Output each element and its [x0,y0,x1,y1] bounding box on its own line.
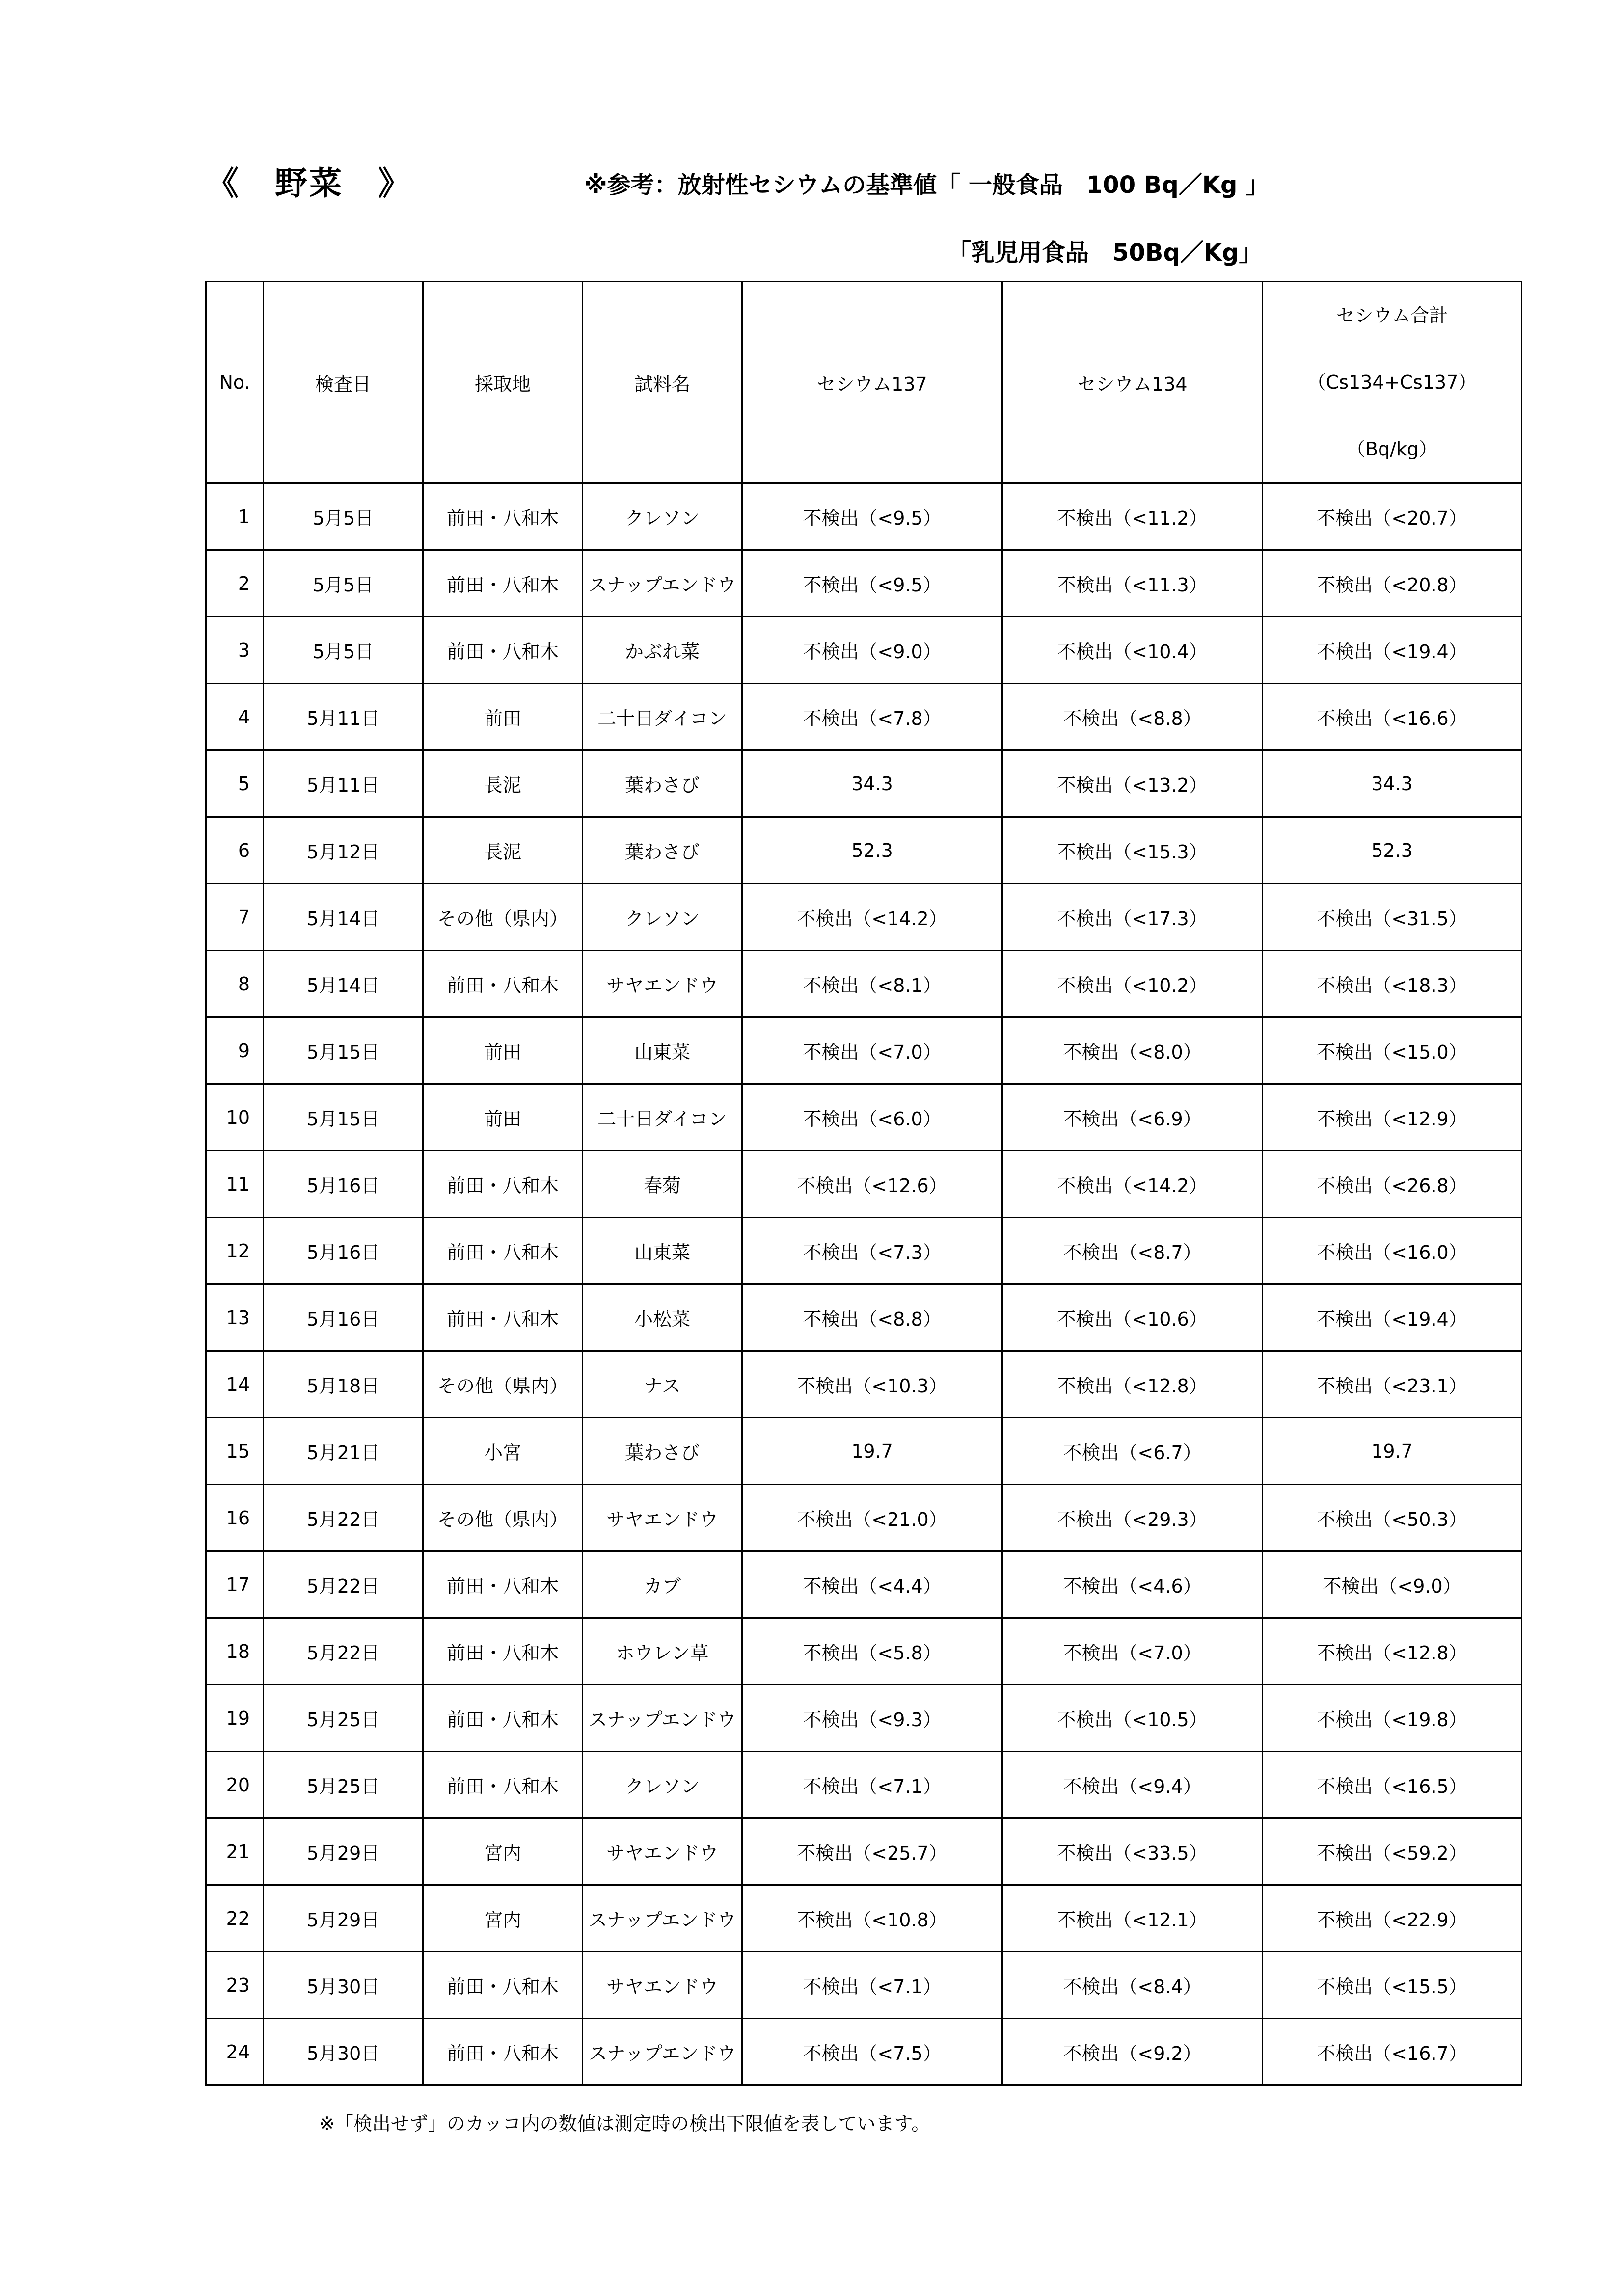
cell-cs134: 不検出（<29.3） [1002,1485,1263,1551]
cell-sample: クレソン [583,483,742,550]
cell-no: 22 [206,1885,264,1952]
cell-date: 5月30日 [264,2019,423,2085]
header-cs137: セシウム137 [742,282,1002,483]
table-row [206,1084,1522,1151]
table-row [206,1218,1522,1284]
cell-sample: 葉わさび [583,750,742,817]
cell-cs134: 不検出（<9.2） [1002,2019,1263,2085]
cell-total: 不検出（<59.2） [1263,1818,1522,1885]
cell-date: 5月11日 [264,750,423,817]
cell-sample: クレソン [583,1752,742,1818]
cell-location: 前田・八和木 [423,550,583,617]
cell-total: 不検出（<23.1） [1263,1351,1522,1418]
cell-date: 5月14日 [264,951,423,1017]
cell-cs137: 不検出（<25.7） [742,1818,1002,1885]
cell-cs137: 不検出（<7.8） [742,684,1002,750]
cell-no: 6 [206,817,264,884]
cell-location: 前田・八和木 [423,483,583,550]
cell-sample: クレソン [583,884,742,951]
table-row [206,1017,1522,1084]
table-row [206,684,1522,750]
cell-sample: サヤエンドウ [583,1485,742,1551]
cell-date: 5月16日 [264,1284,423,1351]
header-total-line3: （Bq/kg） [1346,438,1438,460]
cell-cs134: 不検出（<12.1） [1002,1885,1263,1952]
cell-date: 5月25日 [264,1752,423,1818]
cell-cs137: 不検出（<5.8） [742,1618,1002,1685]
cell-cs134: 不検出（<10.6） [1002,1284,1263,1351]
cell-sample: サヤエンドウ [583,1818,742,1885]
cell-no: 3 [206,617,264,684]
cell-cs137: 不検出（<7.5） [742,2019,1002,2085]
cell-no: 1 [206,483,264,550]
cell-cs137: 不検出（<10.8） [742,1885,1002,1952]
cell-cs134: 不検出（<10.2） [1002,951,1263,1017]
table-row [206,1685,1522,1752]
results-table [205,281,1522,2086]
cell-cs134: 不検出（<8.7） [1002,1218,1263,1284]
cell-no: 19 [206,1685,264,1752]
reference-standard-general: ※参考：放射性セシウムの基準値「 一般食品 100 Bq／Kg 」 [584,171,1270,199]
table-row [206,2019,1522,2085]
cell-total: 不検出（<16.5） [1263,1752,1522,1818]
table-row [206,1885,1522,1952]
cell-total: 不検出（<9.0） [1263,1551,1522,1618]
table-row [206,1351,1522,1418]
cell-no: 21 [206,1818,264,1885]
cell-cs134: 不検出（<7.0） [1002,1618,1263,1685]
cell-total: 不検出（<18.3） [1263,951,1522,1017]
cell-location: その他（県内） [423,884,583,951]
table-row [206,1551,1522,1618]
cell-location: その他（県内） [423,1485,583,1551]
cell-date: 5月11日 [264,684,423,750]
cell-location: 前田・八和木 [423,1618,583,1685]
table-row [206,617,1522,684]
cell-date: 5月22日 [264,1551,423,1618]
cell-location: 前田・八和木 [423,1685,583,1752]
cell-cs134: 不検出（<10.4） [1002,617,1263,684]
table-row [206,951,1522,1017]
cell-cs137: 不検出（<8.1） [742,951,1002,1017]
table-row [206,1485,1522,1551]
cell-no: 5 [206,750,264,817]
cell-total: 不検出（<19.4） [1263,1284,1522,1351]
cell-no: 24 [206,2019,264,2085]
header-location: 採取地 [423,282,583,483]
cell-cs137: 不検出（<10.3） [742,1351,1002,1418]
cell-date: 5月22日 [264,1618,423,1685]
cell-no: 4 [206,684,264,750]
cell-date: 5月5日 [264,617,423,684]
cell-no: 12 [206,1218,264,1284]
cell-location: 前田・八和木 [423,1218,583,1284]
cell-total: 不検出（<19.8） [1263,1685,1522,1752]
cell-total: 不検出（<19.4） [1263,617,1522,684]
cell-cs137: 不検出（<7.3） [742,1218,1002,1284]
cell-cs137: 不検出（<4.4） [742,1551,1002,1618]
table-row [206,483,1522,550]
cell-cs137: 不検出（<7.1） [742,1952,1002,2019]
cell-sample: 葉わさび [583,817,742,884]
cell-cs137: 不検出（<8.8） [742,1284,1002,1351]
cell-sample: 小松菜 [583,1284,742,1351]
cell-date: 5月15日 [264,1084,423,1151]
cell-location: 長泥 [423,750,583,817]
cell-sample: スナップエンドウ [583,550,742,617]
cell-no: 23 [206,1952,264,2019]
cell-location: 前田 [423,1017,583,1084]
header-total-line2: （Cs134+Cs137） [1307,372,1477,393]
cell-total: 52.3 [1263,817,1522,884]
cell-sample: スナップエンドウ [583,1885,742,1952]
cell-no: 18 [206,1618,264,1685]
cell-cs137: 52.3 [742,817,1002,884]
cell-total: 不検出（<50.3） [1263,1485,1522,1551]
cell-location: 宮内 [423,1818,583,1885]
header-sample: 試料名 [583,282,742,483]
cell-no: 14 [206,1351,264,1418]
cell-cs137: 34.3 [742,750,1002,817]
cell-total: 不検出（<16.7） [1263,2019,1522,2085]
cell-date: 5月29日 [264,1818,423,1885]
cell-no: 15 [206,1418,264,1485]
cell-sample: 山東菜 [583,1218,742,1284]
cell-date: 5月29日 [264,1885,423,1952]
table-row [206,1284,1522,1351]
cell-location: 小宮 [423,1418,583,1485]
cell-total: 不検出（<16.6） [1263,684,1522,750]
cell-location: 前田・八和木 [423,1551,583,1618]
page-title: 《 野菜 》 [206,164,412,202]
header-total [1263,282,1522,483]
cell-total: 不検出（<15.5） [1263,1952,1522,2019]
cell-total: 19.7 [1263,1418,1522,1485]
cell-no: 17 [206,1551,264,1618]
cell-location: 長泥 [423,817,583,884]
cell-date: 5月30日 [264,1952,423,2019]
cell-location: 前田・八和木 [423,1151,583,1218]
footnote: ※「検出せず」のカッコ内の数値は測定時の検出下限値を表しています。 [319,2113,930,2135]
cell-cs137: 不検出（<9.3） [742,1685,1002,1752]
cell-cs134: 不検出（<14.2） [1002,1151,1263,1218]
cell-location: 前田 [423,684,583,750]
table-row [206,550,1522,617]
cell-date: 5月16日 [264,1218,423,1284]
cell-date: 5月14日 [264,884,423,951]
cell-cs134: 不検出（<10.5） [1002,1685,1263,1752]
cell-date: 5月21日 [264,1418,423,1485]
header-cs134: セシウム134 [1002,282,1263,483]
cell-location: その他（県内） [423,1351,583,1418]
cell-cs134: 不検出（<8.4） [1002,1952,1263,2019]
cell-cs137: 不検出（<9.5） [742,483,1002,550]
cell-no: 10 [206,1084,264,1151]
cell-no: 20 [206,1752,264,1818]
cell-no: 9 [206,1017,264,1084]
cell-cs134: 不検出（<8.8） [1002,684,1263,750]
cell-cs137: 不検出（<21.0） [742,1485,1002,1551]
reference-standard-infant: 「乳児用食品 50Bq／Kg」 [947,239,1263,267]
cell-total: 不検出（<20.7） [1263,483,1522,550]
cell-sample: ナス [583,1351,742,1418]
cell-date: 5月18日 [264,1351,423,1418]
cell-no: 13 [206,1284,264,1351]
cell-sample: 葉わさび [583,1418,742,1485]
cell-cs134: 不検出（<11.2） [1002,483,1263,550]
cell-no: 8 [206,951,264,1017]
header-total-line1: セシウム合計 [1336,305,1448,326]
cell-date: 5月5日 [264,550,423,617]
cell-total: 不検出（<16.0） [1263,1218,1522,1284]
cell-total: 不検出（<12.8） [1263,1618,1522,1685]
cell-cs137: 不検出（<7.1） [742,1752,1002,1818]
cell-sample: 二十日ダイコン [583,1084,742,1151]
table-header-row [206,282,1522,483]
table-row [206,1418,1522,1485]
table-row [206,1151,1522,1218]
cell-sample: サヤエンドウ [583,951,742,1017]
cell-cs137: 19.7 [742,1418,1002,1485]
cell-location: 前田・八和木 [423,2019,583,2085]
table-row [206,884,1522,951]
cell-location: 前田・八和木 [423,617,583,684]
table-row [206,750,1522,817]
cell-location: 前田 [423,1084,583,1151]
cell-location: 前田・八和木 [423,951,583,1017]
cell-cs134: 不検出（<6.9） [1002,1084,1263,1151]
cell-sample: サヤエンドウ [583,1952,742,2019]
table-row [206,1752,1522,1818]
cell-total: 34.3 [1263,750,1522,817]
cell-cs137: 不検出（<9.5） [742,550,1002,617]
cell-location: 前田・八和木 [423,1284,583,1351]
cell-cs134: 不検出（<17.3） [1002,884,1263,951]
cell-no: 11 [206,1151,264,1218]
cell-total: 不検出（<12.9） [1263,1084,1522,1151]
header-no: No. [206,282,264,483]
cell-date: 5月25日 [264,1685,423,1752]
cell-sample: スナップエンドウ [583,2019,742,2085]
cell-total: 不検出（<31.5） [1263,884,1522,951]
cell-location: 前田・八和木 [423,1752,583,1818]
cell-date: 5月12日 [264,817,423,884]
table-row [206,1818,1522,1885]
cell-no: 7 [206,884,264,951]
cell-sample: かぶれ菜 [583,617,742,684]
cell-cs137: 不検出（<6.0） [742,1084,1002,1151]
cell-sample: 春菊 [583,1151,742,1218]
cell-location: 前田・八和木 [423,1952,583,2019]
cell-cs134: 不検出（<9.4） [1002,1752,1263,1818]
table-row [206,1952,1522,2019]
table-row [206,1618,1522,1685]
cell-cs134: 不検出（<15.3） [1002,817,1263,884]
cell-no: 16 [206,1485,264,1551]
cell-cs134: 不検出（<8.0） [1002,1017,1263,1084]
cell-cs134: 不検出（<33.5） [1002,1818,1263,1885]
cell-sample: ホウレン草 [583,1618,742,1685]
header-date: 検査日 [264,282,423,483]
cell-total: 不検出（<15.0） [1263,1017,1522,1084]
cell-cs134: 不検出（<4.6） [1002,1551,1263,1618]
cell-location: 宮内 [423,1885,583,1952]
cell-date: 5月22日 [264,1485,423,1551]
cell-cs137: 不検出（<14.2） [742,884,1002,951]
table-row [206,817,1522,884]
cell-date: 5月5日 [264,483,423,550]
cell-cs134: 不検出（<12.8） [1002,1351,1263,1418]
cell-cs134: 不検出（<13.2） [1002,750,1263,817]
cell-cs134: 不検出（<6.7） [1002,1418,1263,1485]
cell-sample: 二十日ダイコン [583,684,742,750]
cell-date: 5月15日 [264,1017,423,1084]
cell-total: 不検出（<22.9） [1263,1885,1522,1952]
cell-sample: スナップエンドウ [583,1685,742,1752]
cell-cs134: 不検出（<11.3） [1002,550,1263,617]
cell-cs137: 不検出（<12.6） [742,1151,1002,1218]
cell-sample: カブ [583,1551,742,1618]
cell-cs137: 不検出（<7.0） [742,1017,1002,1084]
cell-date: 5月16日 [264,1151,423,1218]
cell-sample: 山東菜 [583,1017,742,1084]
cell-total: 不検出（<20.8） [1263,550,1522,617]
cell-total: 不検出（<26.8） [1263,1151,1522,1218]
cell-no: 2 [206,550,264,617]
cell-cs137: 不検出（<9.0） [742,617,1002,684]
